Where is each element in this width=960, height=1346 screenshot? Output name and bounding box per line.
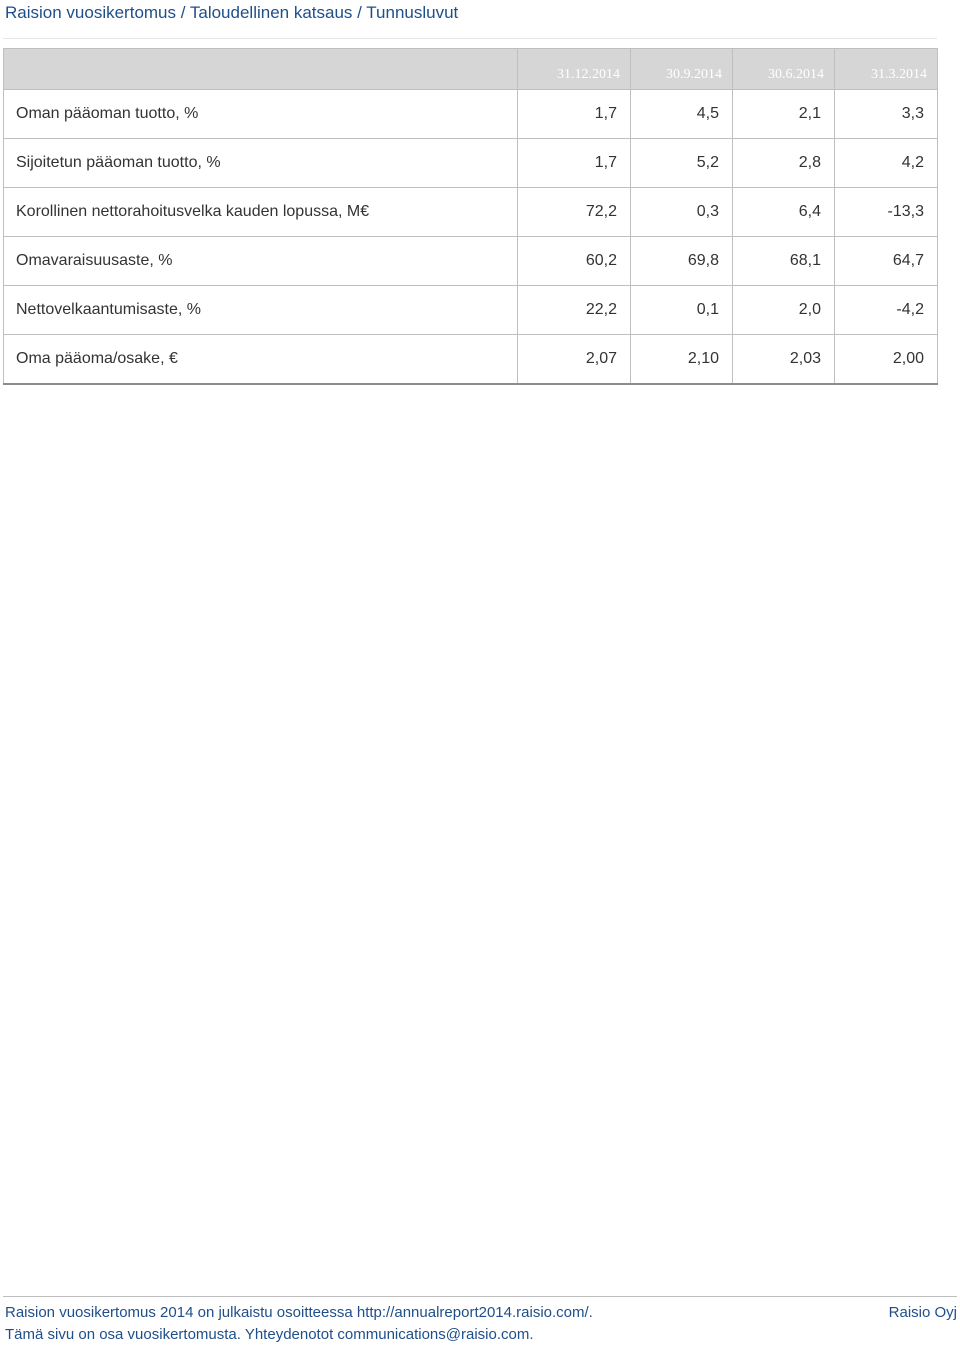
table-cell: -13,3	[835, 188, 938, 237]
table-row	[4, 139, 938, 188]
table-cell: 4,2	[835, 139, 938, 188]
column-header: 30.9.2014	[631, 49, 733, 90]
table-cell: 6,4	[733, 188, 835, 237]
key-figures-table	[3, 48, 938, 385]
table-cell: 2,07	[518, 335, 631, 384]
table-cell: 5,2	[631, 139, 733, 188]
breadcrumb[interactable]: Raision vuosikertomus / Taloudellinen katsaus / Tunnusluvut	[5, 3, 459, 22]
table-cell: 2,03	[733, 335, 835, 384]
column-header: 31.12.2014	[518, 49, 631, 90]
table-row	[4, 237, 938, 286]
table-cell: 3,3	[835, 90, 938, 139]
table-cell: 4,5	[631, 90, 733, 139]
footer-company-name: Raisio Oyj	[888, 1304, 957, 1321]
table-cell: 68,1	[733, 237, 835, 286]
table-row	[4, 188, 938, 237]
header-corner-cell	[4, 49, 518, 90]
table-cell: 0,3	[631, 188, 733, 237]
row-label: Omavaraisuusaste, %	[4, 237, 518, 286]
table-cell: 2,8	[733, 139, 835, 188]
footer-publication-note[interactable]: Raision vuosikertomus 2014 on julkaistu osoitteessa http://annualreport2014.raisio.com/.	[5, 1304, 593, 1321]
table-cell: 64,7	[835, 237, 938, 286]
table-cell: 2,1	[733, 90, 835, 139]
table-cell: 2,00	[835, 335, 938, 384]
table-header-row	[4, 49, 938, 90]
column-header: 31.3.2014	[835, 49, 938, 90]
row-label: Korollinen nettorahoitusvelka kauden lopussa, M€	[4, 188, 518, 237]
table-cell: 72,2	[518, 188, 631, 237]
row-label: Oman pääoman tuotto, %	[4, 90, 518, 139]
footer-divider	[3, 1296, 957, 1297]
row-label: Sijoitetun pääoman tuotto, %	[4, 139, 518, 188]
row-label: Nettovelkaantumisaste, %	[4, 286, 518, 335]
table-cell: 1,7	[518, 90, 631, 139]
row-label: Oma pääoma/osake, €	[4, 335, 518, 384]
table-cell: -4,2	[835, 286, 938, 335]
table-row	[4, 90, 938, 139]
table-cell: 1,7	[518, 139, 631, 188]
table-cell: 2,0	[733, 286, 835, 335]
footer-contact-note[interactable]: Tämä sivu on osa vuosikertomusta. Yhteydenotot communications@raisio.com.	[5, 1326, 534, 1343]
table-row	[4, 335, 938, 384]
breadcrumb-divider	[3, 38, 937, 39]
table-cell: 69,8	[631, 237, 733, 286]
column-header: 30.6.2014	[733, 49, 835, 90]
table-cell: 0,1	[631, 286, 733, 335]
table-cell: 60,2	[518, 237, 631, 286]
page-footer	[5, 1302, 593, 1346]
table-row	[4, 286, 938, 335]
table-cell: 2,10	[631, 335, 733, 384]
table-cell: 22,2	[518, 286, 631, 335]
